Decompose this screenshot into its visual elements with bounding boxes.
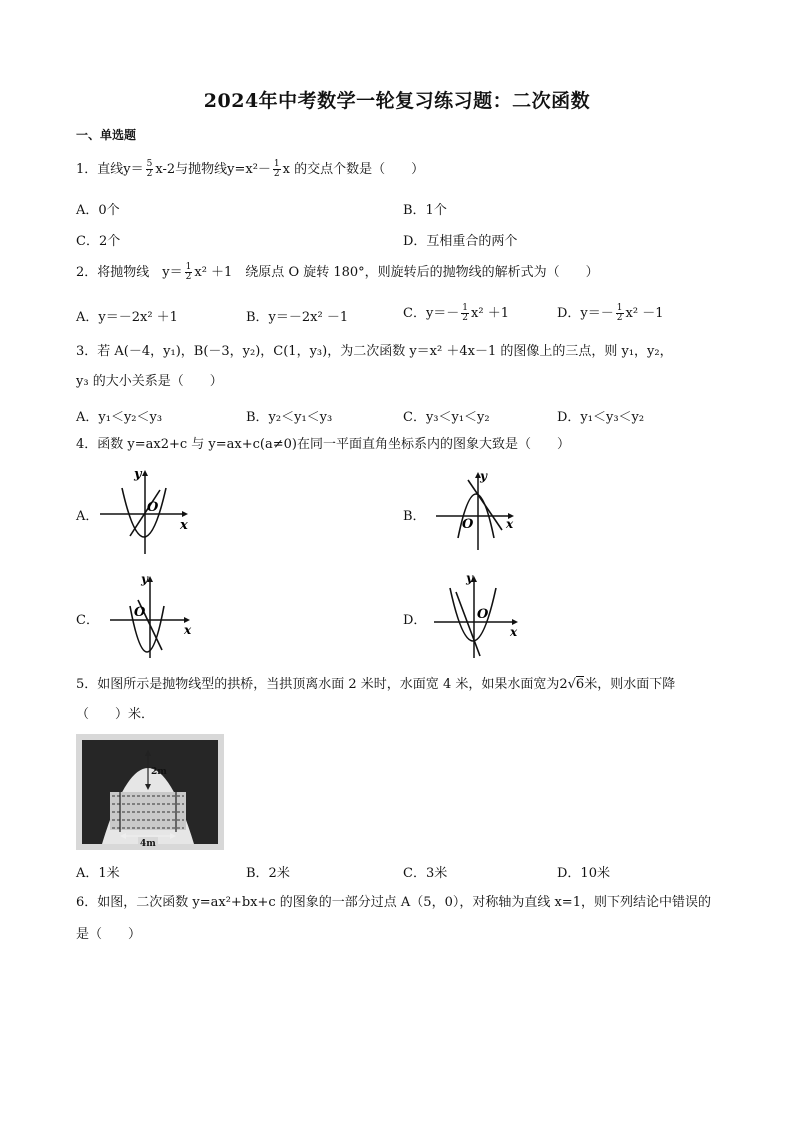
q1-option-c[interactable]: C．2个	[76, 234, 121, 249]
svg-text:x: x	[180, 518, 188, 533]
q3-option-d[interactable]: D．y₁＜y₃＜y₂	[557, 410, 645, 425]
svg-text:y: y	[134, 467, 142, 482]
q2-option-a[interactable]: A．y＝－2x² ＋1	[76, 310, 178, 325]
svg-text:O: O	[134, 605, 146, 620]
svg-text:x: x	[184, 623, 192, 637]
question-1-stem	[76, 160, 424, 179]
svg-text:O: O	[462, 517, 474, 532]
q2-text-1: 2．将抛物线 y＝	[76, 265, 183, 280]
svg-text:O: O	[147, 500, 159, 515]
q2-option-c[interactable]: C．y＝－ $\frac{1}{2}$ x² ＋1	[403, 303, 509, 323]
sqrt-symbol: √	[567, 677, 576, 692]
svg-text:O: O	[477, 607, 489, 622]
question-6-line-2: 是（ ）	[76, 927, 142, 942]
page-title: 2024年中考数学一轮复习练习题：二次函数	[203, 90, 591, 112]
q5-option-b[interactable]: B．2米	[246, 866, 290, 881]
q4-graph-c	[110, 570, 200, 660]
question-5-line-2: （ ）米．	[76, 707, 155, 722]
q4-option-c[interactable]: C．	[76, 613, 99, 628]
svg-text:y: y	[466, 571, 473, 585]
q4-option-a[interactable]: A．	[76, 509, 99, 524]
q4-graph-a	[100, 464, 200, 556]
q4-graph-b	[432, 468, 522, 554]
q5-option-c[interactable]: C．3米	[403, 866, 448, 881]
q2-fraction: $\frac{1}{2}$	[185, 262, 192, 282]
q1-text-1: 1．直线y＝	[76, 162, 144, 177]
svg-text:x: x	[510, 625, 518, 639]
section-heading: 一、单选题	[76, 128, 137, 142]
svg-text:x: x	[506, 517, 514, 531]
question-3-line-2: y₃ 的大小关系是（ ）	[76, 374, 223, 389]
question-4-stem: 4．函数 y=ax2+c 与 y=ax+c(a≠0)在同一平面直角坐标系内的图象大致是（ ）	[76, 437, 570, 452]
q3-option-b[interactable]: B．y₂＜y₁＜y₃	[246, 410, 333, 425]
q3-option-c[interactable]: C．y₃＜y₁＜y₂	[403, 410, 490, 425]
q5-option-d[interactable]: D．10米	[557, 866, 610, 881]
q2-option-b[interactable]: B．y＝－2x² －1	[246, 310, 349, 325]
question-5-line-1: 5．如图所示是抛物线型的拱桥，当拱顶离水面 2 米时，水面宽 4 米，如果水面宽为2√6米，则水面下降	[76, 677, 676, 692]
q4-graph-d	[430, 570, 524, 662]
q1-option-d[interactable]: D．互相重合的两个	[403, 234, 518, 249]
question-2-stem	[76, 263, 599, 282]
arch-bridge-figure	[76, 734, 224, 850]
svg-text:y: y	[141, 572, 148, 586]
svg-text:y: y	[480, 469, 487, 483]
question-6-line-1: 6．如图，二次函数 y=ax²+bx+c 的图象的一部分过点 A（5，0），对称轴为直线 x=1，则下列结论中错误的	[76, 895, 711, 910]
q2-text-2: x² ＋1 绕原点 O 旋转 180°，则旋转后的抛物线的解析式为（ ）	[194, 265, 599, 280]
q1-option-a[interactable]: A．0个	[76, 203, 120, 218]
q2-option-d[interactable]: D．y＝－ $\frac{1}{2}$ x² －1	[557, 303, 664, 323]
q1-fraction-2: $\frac{1}{2}$	[273, 159, 280, 179]
q1-option-b[interactable]: B．1个	[403, 203, 447, 218]
svg-text:4m: 4m	[140, 839, 156, 849]
q3-option-a[interactable]: A．y₁＜y₂＜y₃	[76, 410, 163, 425]
question-3-line-1: 3．若 A(－4，y₁)，B(－3，y₂)，C(1，y₃)，为二次函数 y＝x² ＋4x－1 的图像上的三点，则 y₁，y₂，	[76, 344, 673, 359]
svg-text:2m: 2m	[151, 767, 167, 777]
q1-fraction-1: $\frac{5}{2}$	[146, 159, 153, 179]
q1-text-3: x 的交点个数是（ ）	[282, 162, 425, 177]
q5-option-a[interactable]: A．1米	[76, 866, 120, 881]
q4-option-d[interactable]: D．	[403, 613, 427, 628]
q4-option-b[interactable]: B．	[403, 509, 426, 524]
q1-text-2: x-2与抛物线y=x²－	[155, 162, 271, 177]
